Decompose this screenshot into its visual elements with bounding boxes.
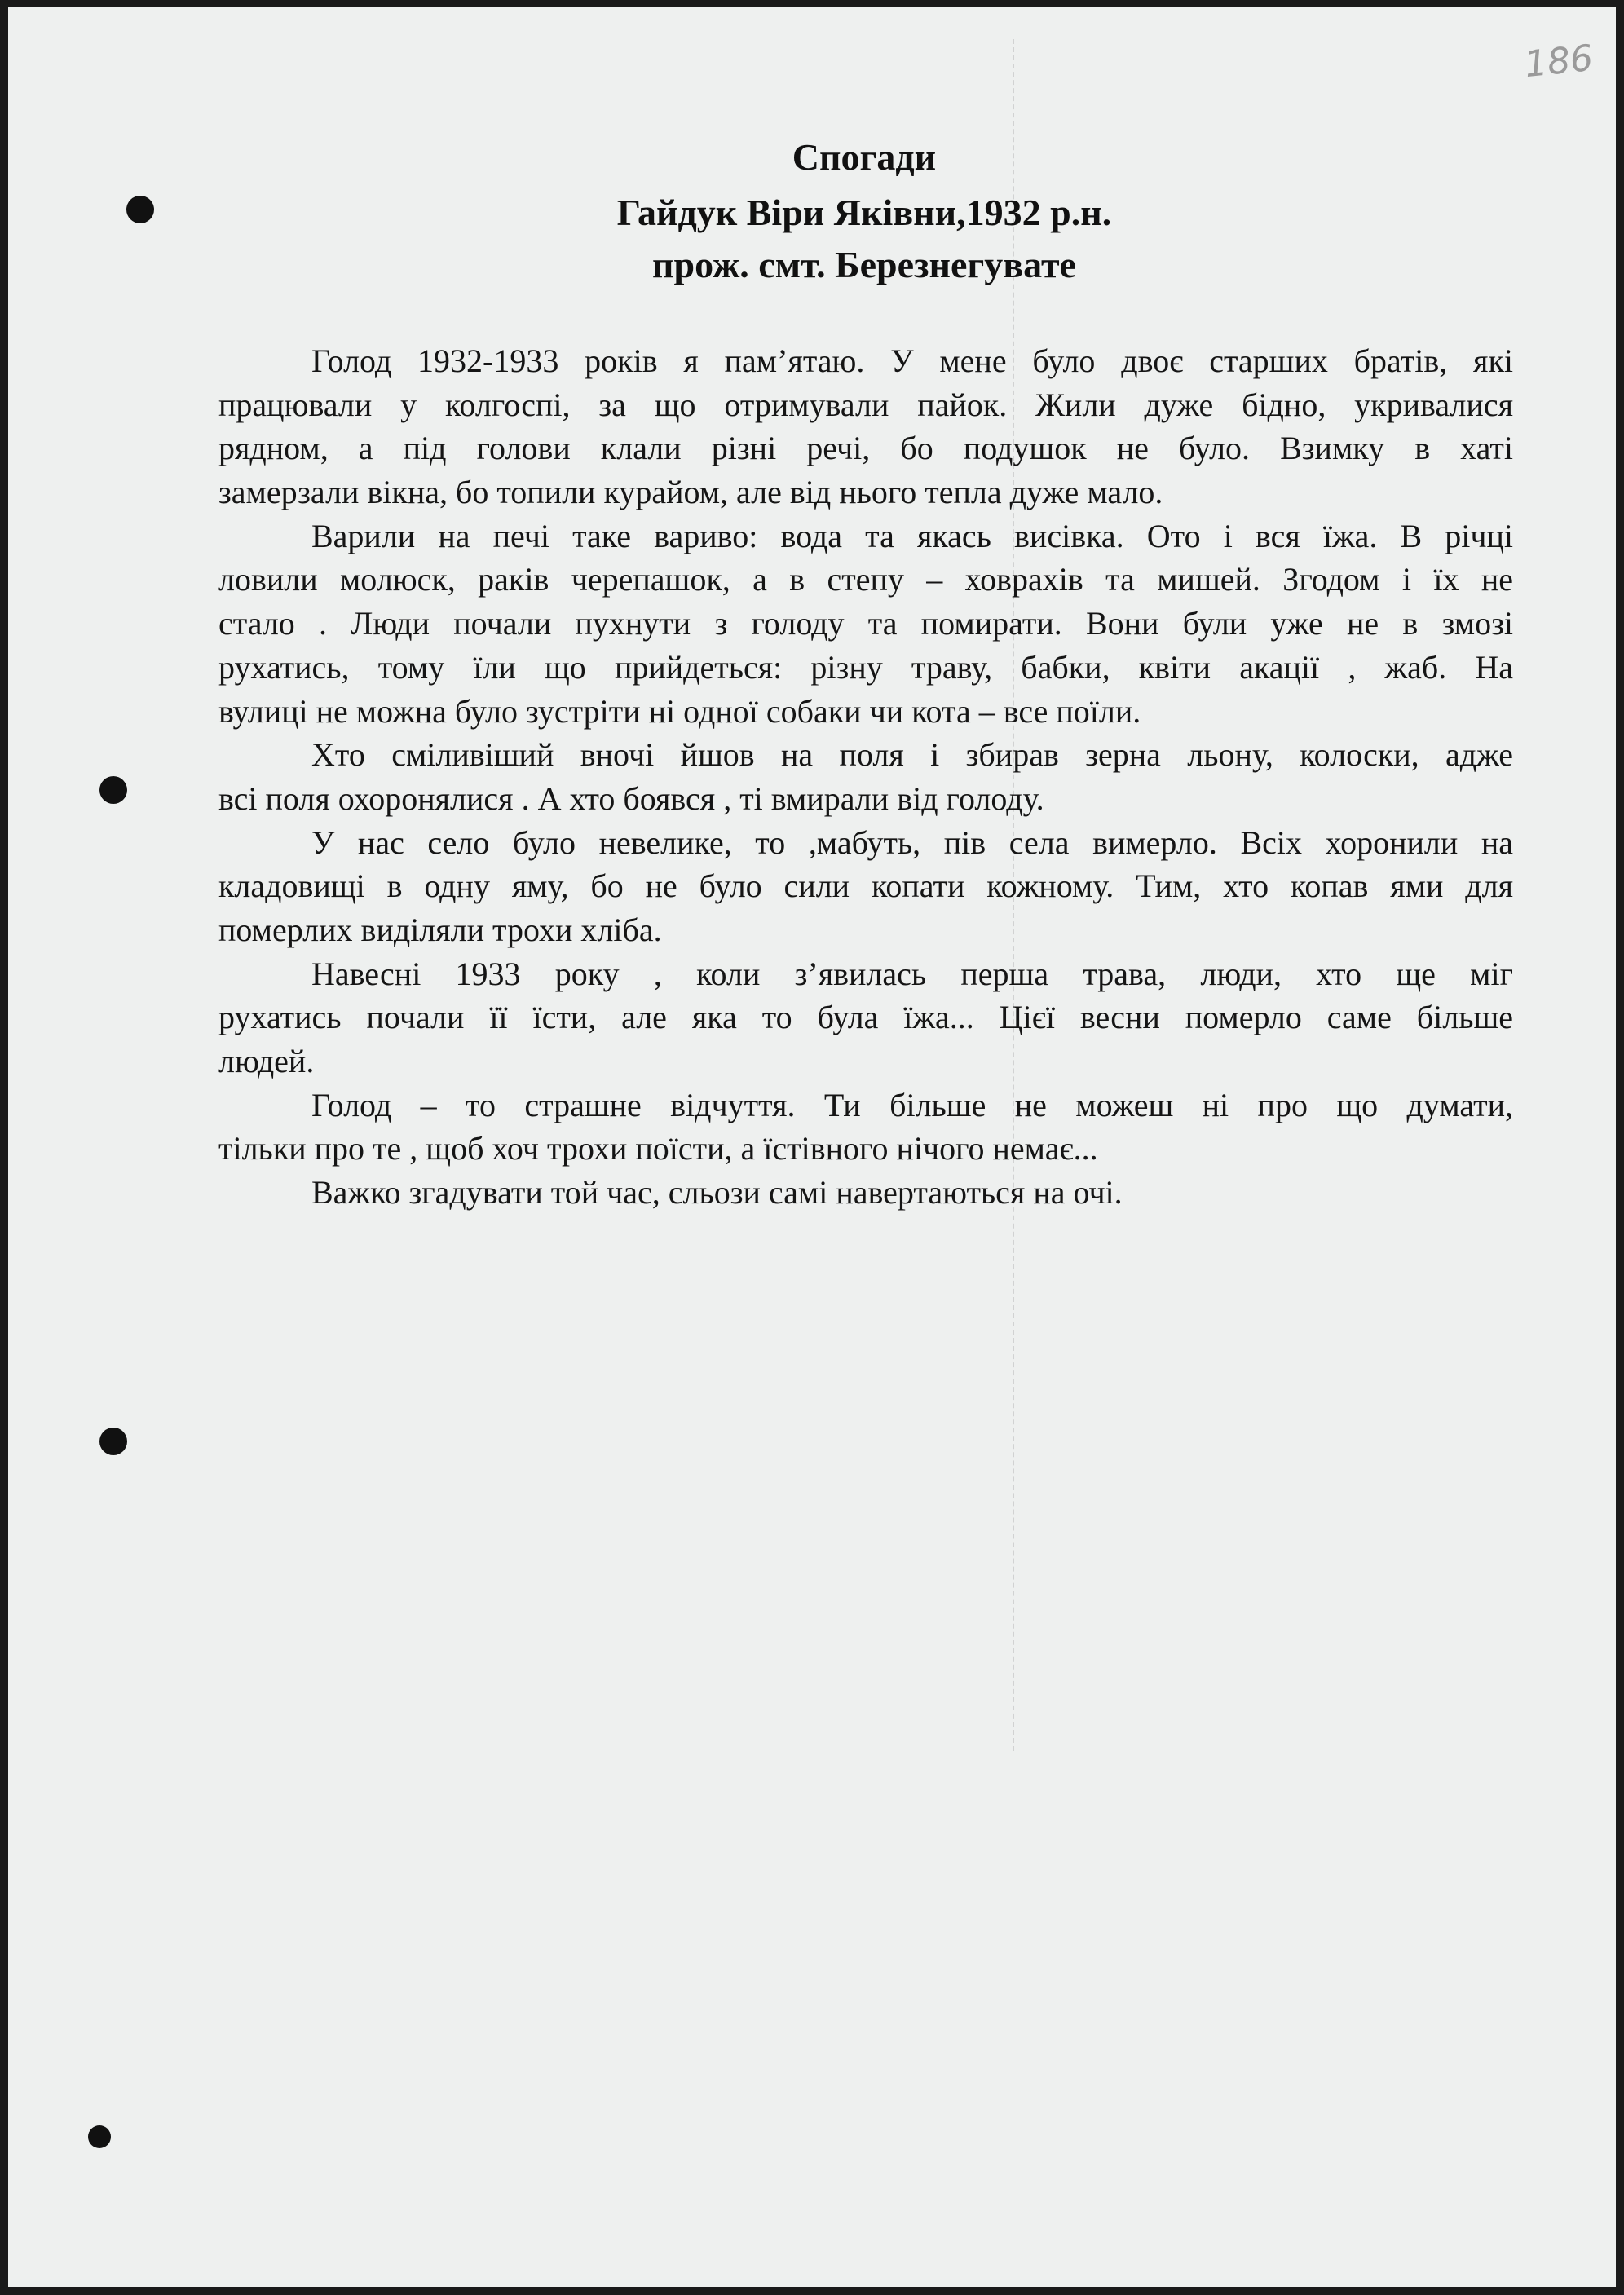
document-subtitle-name: Гайдук Віри Яківни,1932 р.н. (616, 192, 1112, 233)
text-line: Варили на печі таке вариво: вода та якась висівка. Ото і вся їжа. В річці (311, 517, 1513, 554)
document-page (8, 7, 1616, 2287)
document-body (218, 339, 1513, 1215)
document-subtitle-residence: прож. смт. Березнегувате (652, 244, 1076, 285)
document-title: Спогади (792, 136, 937, 178)
text-line: Голод 1932-1933 років я пам’ятаю. У мене було двоє старших братів, які (311, 342, 1513, 379)
punch-hole (99, 1428, 127, 1455)
text-line: людей. (218, 1043, 315, 1079)
text-line: Навесні 1933 року , коли з’явилась перша трава, люди, хто ще міг (311, 955, 1513, 992)
paragraph (218, 339, 1513, 514)
paragraph (218, 952, 1513, 1084)
text-line: працювали у колгоспі, за що отримували пайок. Жили дуже бідно, укривалися (218, 386, 1513, 423)
text-line: ловили молюск, раків черепашок, а в степу – ховрахів та мишей. Згодом і їх не (218, 561, 1513, 598)
paragraph (218, 821, 1513, 952)
paragraph (218, 1171, 1513, 1215)
text-line: кладовищі в одну яму, бо не було сили копати кожному. Тим, хто копав ями для (218, 867, 1513, 905)
page-number: 186 (1522, 37, 1595, 86)
text-line: Голод – то страшне відчуття. Ти більше не можеш ні про що думати, (311, 1086, 1513, 1123)
paragraph (218, 1084, 1513, 1171)
text-line: Важко згадувати той час, сльози самі навертаються на очі. (311, 1174, 1123, 1211)
paragraph (218, 733, 1513, 820)
text-line: Хто сміливіший вночі йшов на поля і збирав зерна льону, колоски, адже (311, 736, 1513, 774)
text-line: замерзали вікна, бо топили курайом, але від нього тепла дуже мало. (218, 474, 1163, 511)
text-line: рухатись, тому їли що прийдеться: різну траву, бабки, квіти акації , жаб. На (218, 648, 1513, 686)
text-line: померлих виділяли трохи хліба. (218, 911, 662, 948)
text-line: всі поля охоронялися . А хто боявся , ті вмирали від голоду. (218, 779, 1044, 817)
paragraph (218, 514, 1513, 733)
text-line: рядном, а під голови клали різні речі, бо подушок не було. Взимку в хаті (218, 430, 1513, 467)
text-line: тільки про те , щоб хоч трохи поїсти, а їстівного нічого немає... (218, 1130, 1098, 1167)
text-line: У нас село було невелике, то ,мабуть, пів села вимерло. Всіх хоронили на (311, 823, 1513, 861)
text-line: вулиці не можна було зустріти ні одної собаки чи кота – все поїли. (218, 692, 1141, 730)
punch-hole (99, 776, 127, 804)
text-line: стало . Люди почали пухнути з голоду та помирати. Вони були уже не в змозі (218, 605, 1513, 642)
text-line: рухатись почали її їсти, але яка то була їжа... Цієї весни померло саме більше (218, 999, 1513, 1036)
punch-hole (88, 2125, 111, 2148)
